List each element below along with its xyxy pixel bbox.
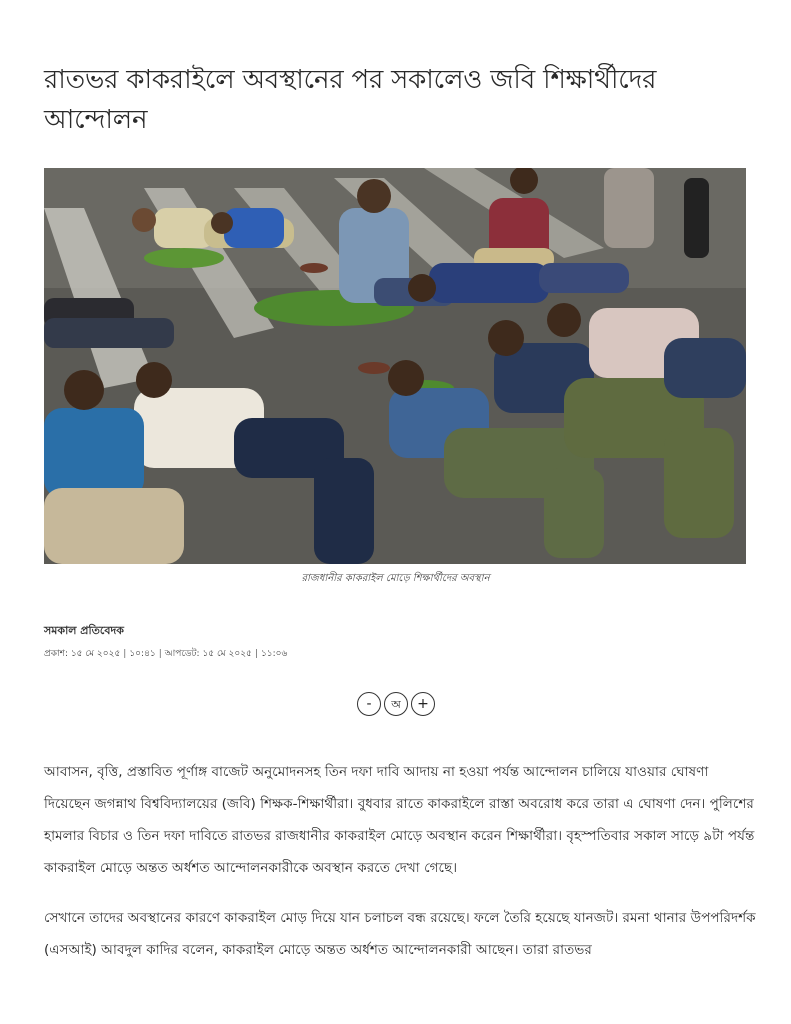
font-reset-button[interactable]: অ bbox=[384, 692, 408, 716]
article-paragraph: সেখানে তাদের অবস্থানের কারণে কাকরাইল মোড় দিয়ে যান চলাচল বন্ধ রয়েছে। ফলে তৈরি হয়েছে যানজট। রমনা থানার উপপরিদর্শক (এসআই) আবদুল কাদির বলেন, কাকরাইল মোড়ে অন্তত অর্ধশত আন্দোলনকারী আছেন। তারা রাতভর bbox=[44, 910, 756, 958]
article-photo bbox=[44, 168, 746, 564]
divider: | bbox=[123, 649, 127, 659]
article-paragraph: আবাসন, বৃত্তি, প্রস্তাবিত পূর্ণাঙ্গ বাজেট অনুমোদনসহ তিন দফা দাবি আদায় না হওয়া পর্যন্ত আন্দোলন চালিয়ে যাওয়ার ঘোষণা দিয়েছেন জগন্নাথ বিশ্ববিদ্যালয়ের (জবি) শিক্ষক-শিক্ষার্থীরা। বুধবার রাতে কাকরাইলে রাস্তা অবরোধ করে তারা এ ঘোষণা দেন। পুলিশের হামলার বিচার ও তিন দফা দাবিতে রাতভর রাজধানীর কাকরাইল মোড়ে অবস্থান করেন শিক্ষার্থীরা। বৃহস্পতিবার সকাল সাড়ে ৯টা পর্যন্ত কাকরাইল মোড়ে অন্তত অর্ধশত আন্দোলনকারীকে অবস্থান করতে দেখা গেছে। bbox=[44, 764, 755, 876]
font-increase-button[interactable]: + bbox=[411, 692, 435, 716]
photo-caption: রাজধানীর কাকরাইল মোড়ে শিক্ষার্থীদের অবস্থান bbox=[301, 573, 490, 584]
article-body bbox=[44, 756, 756, 984]
protest-photo-illustration bbox=[44, 168, 746, 564]
updated-time: ১১:০৬ bbox=[260, 649, 288, 659]
font-decrease-button[interactable]: - bbox=[357, 692, 381, 716]
published-label: প্রকাশ: ১৫ মে ২০২৫ bbox=[44, 649, 121, 659]
divider: | bbox=[158, 649, 162, 659]
font-size-controls bbox=[357, 692, 435, 718]
updated-label: আপডেট: ১৫ মে ২০২৫ bbox=[164, 649, 252, 659]
article-headline: রাতভর কাকরাইলে অবস্থানের পর সকালেও জবি শিক্ষার্থীদের আন্দোলন bbox=[44, 65, 657, 135]
published-time: ১০:৪১ bbox=[129, 649, 156, 659]
divider: | bbox=[254, 649, 258, 659]
author-byline[interactable]: সমকাল প্রতিবেদক bbox=[44, 624, 124, 637]
publish-dates bbox=[44, 646, 287, 661]
